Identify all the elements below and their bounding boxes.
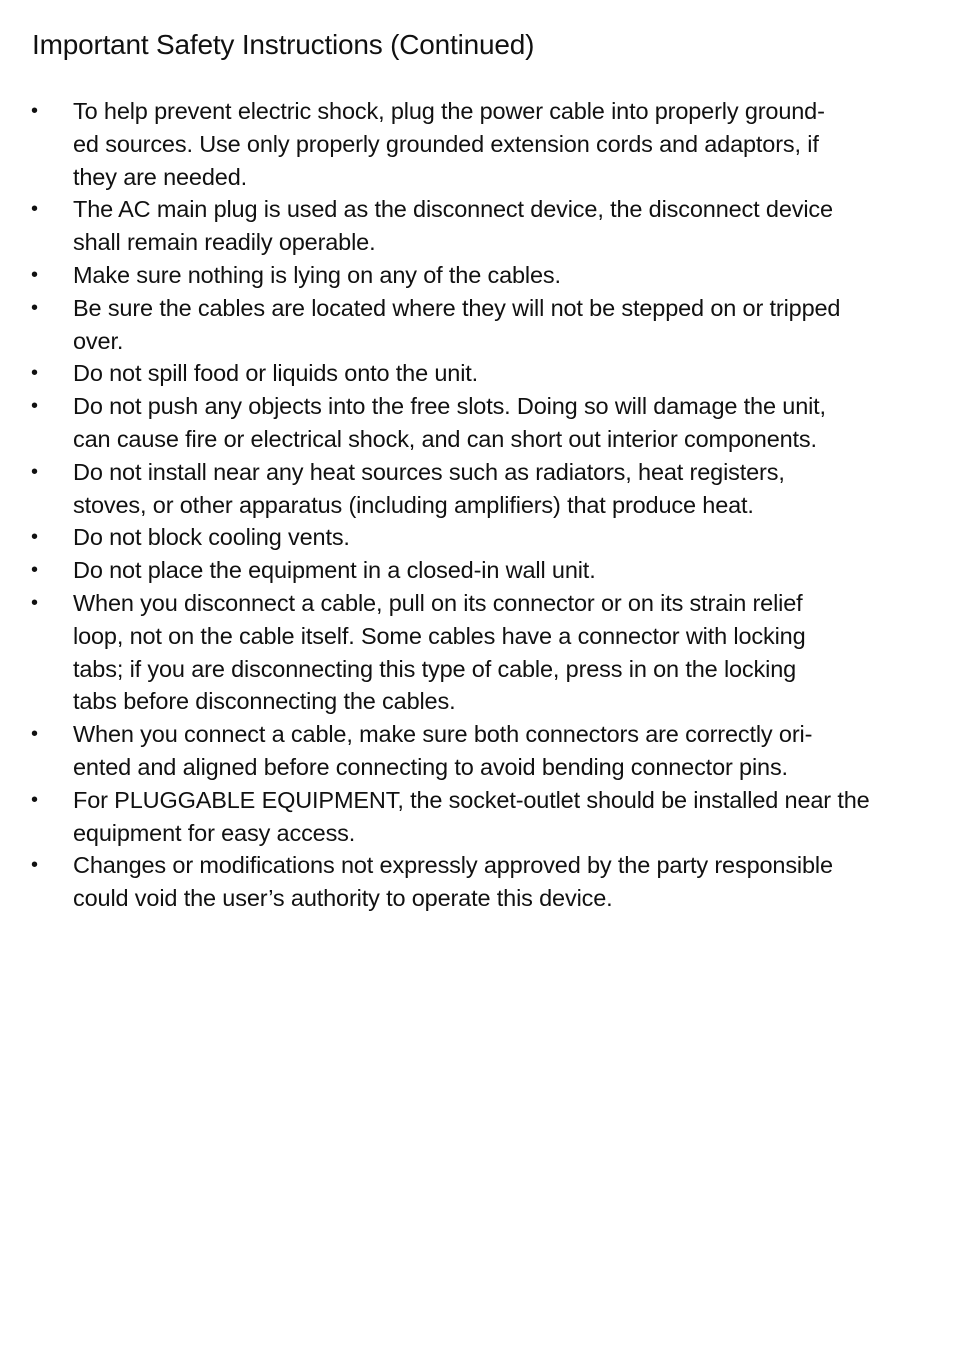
list-item (0, 849, 923, 915)
list-item-text (73, 95, 923, 193)
list-item (0, 456, 923, 522)
bullet-icon: • (31, 591, 38, 614)
list-item-text (73, 587, 923, 718)
text-line: could void the user’s authority to operate this device. (73, 885, 613, 912)
text-line: ented and aligned before connecting to avoid bending connector pins. (73, 753, 788, 780)
text-line: equipment for easy access. (73, 819, 356, 846)
list-item (0, 259, 923, 292)
text-line: Be sure the cables are located where they will not be stepped on or tripped (73, 294, 841, 321)
list-item (0, 193, 923, 259)
list-item-text (73, 784, 923, 850)
list-item (0, 390, 923, 456)
bullet-icon: • (31, 460, 38, 483)
bullet-icon: • (31, 788, 38, 811)
text-line: Do not spill food or liquids onto the unit. (73, 360, 479, 387)
text-line: Do not push any objects into the free slots. Doing so will damage the unit, (73, 393, 826, 420)
safety-instructions-list (0, 95, 954, 915)
list-item-text (73, 456, 923, 522)
list-item-text (73, 849, 923, 915)
bullet-icon: • (31, 198, 38, 221)
list-item (0, 718, 923, 784)
bullet-icon: • (31, 362, 38, 385)
list-item-text (73, 718, 923, 784)
bullet-icon: • (31, 395, 38, 418)
text-line: Make sure nothing is lying on any of the cables. (73, 261, 561, 288)
text-line: can cause fire or electrical shock, and can short out interior components. (73, 425, 817, 452)
list-item-text (73, 259, 923, 292)
text-line: For PLUGGABLE EQUIPMENT, the socket-outlet should be installed near the (73, 786, 870, 813)
bullet-icon: • (31, 263, 38, 286)
list-item (0, 357, 923, 390)
list-item (0, 521, 923, 554)
text-line: Do not install near any heat sources such as radiators, heat registers, (73, 458, 785, 485)
bullet-icon: • (31, 296, 38, 319)
text-line: When you disconnect a cable, pull on its connector or on its strain relief (73, 589, 803, 616)
text-line: loop, not on the cable itself. Some cables have a connector with locking (73, 622, 806, 649)
bullet-icon: • (31, 526, 38, 549)
list-item (0, 587, 923, 718)
text-line: The AC main plug is used as the disconnect device, the disconnect device (73, 196, 833, 223)
list-item (0, 95, 923, 193)
text-line: they are needed. (73, 163, 247, 190)
list-item (0, 292, 923, 358)
list-item (0, 554, 923, 587)
text-line: To help prevent electric shock, plug the power cable into properly ground- (73, 98, 825, 124)
bullet-icon: • (31, 854, 38, 877)
text-line: shall remain readily operable. (73, 229, 376, 256)
text-line: Do not place the equipment in a closed-in wall unit. (73, 557, 596, 584)
list-item-text (73, 554, 923, 587)
text-line: stoves, or other apparatus (including amplifiers) that produce heat. (73, 491, 754, 518)
list-item-text (73, 292, 923, 358)
bullet-icon: • (31, 723, 38, 746)
text-line: tabs before disconnecting the cables. (73, 688, 456, 715)
text-line: ed sources. Use only properly grounded extension cords and adaptors, if (73, 130, 819, 157)
page-title: Important Safety Instructions (Continued) (32, 29, 535, 60)
list-item (0, 784, 923, 850)
bullet-icon: • (31, 559, 38, 582)
list-item-text (73, 193, 923, 259)
text-line: Do not block cooling vents. (73, 524, 350, 551)
text-line: tabs; if you are disconnecting this type of cable, press in on the locking (73, 655, 797, 682)
list-item-text (73, 390, 923, 456)
text-line: When you connect a cable, make sure both connectors are correctly ori- (73, 721, 813, 748)
text-line: over. (73, 327, 124, 354)
text-line: Changes or modifications not expressly approved by the party responsible (73, 852, 833, 879)
list-item-text (73, 521, 923, 554)
bullet-icon: • (31, 100, 38, 122)
list-item-text (73, 357, 923, 390)
